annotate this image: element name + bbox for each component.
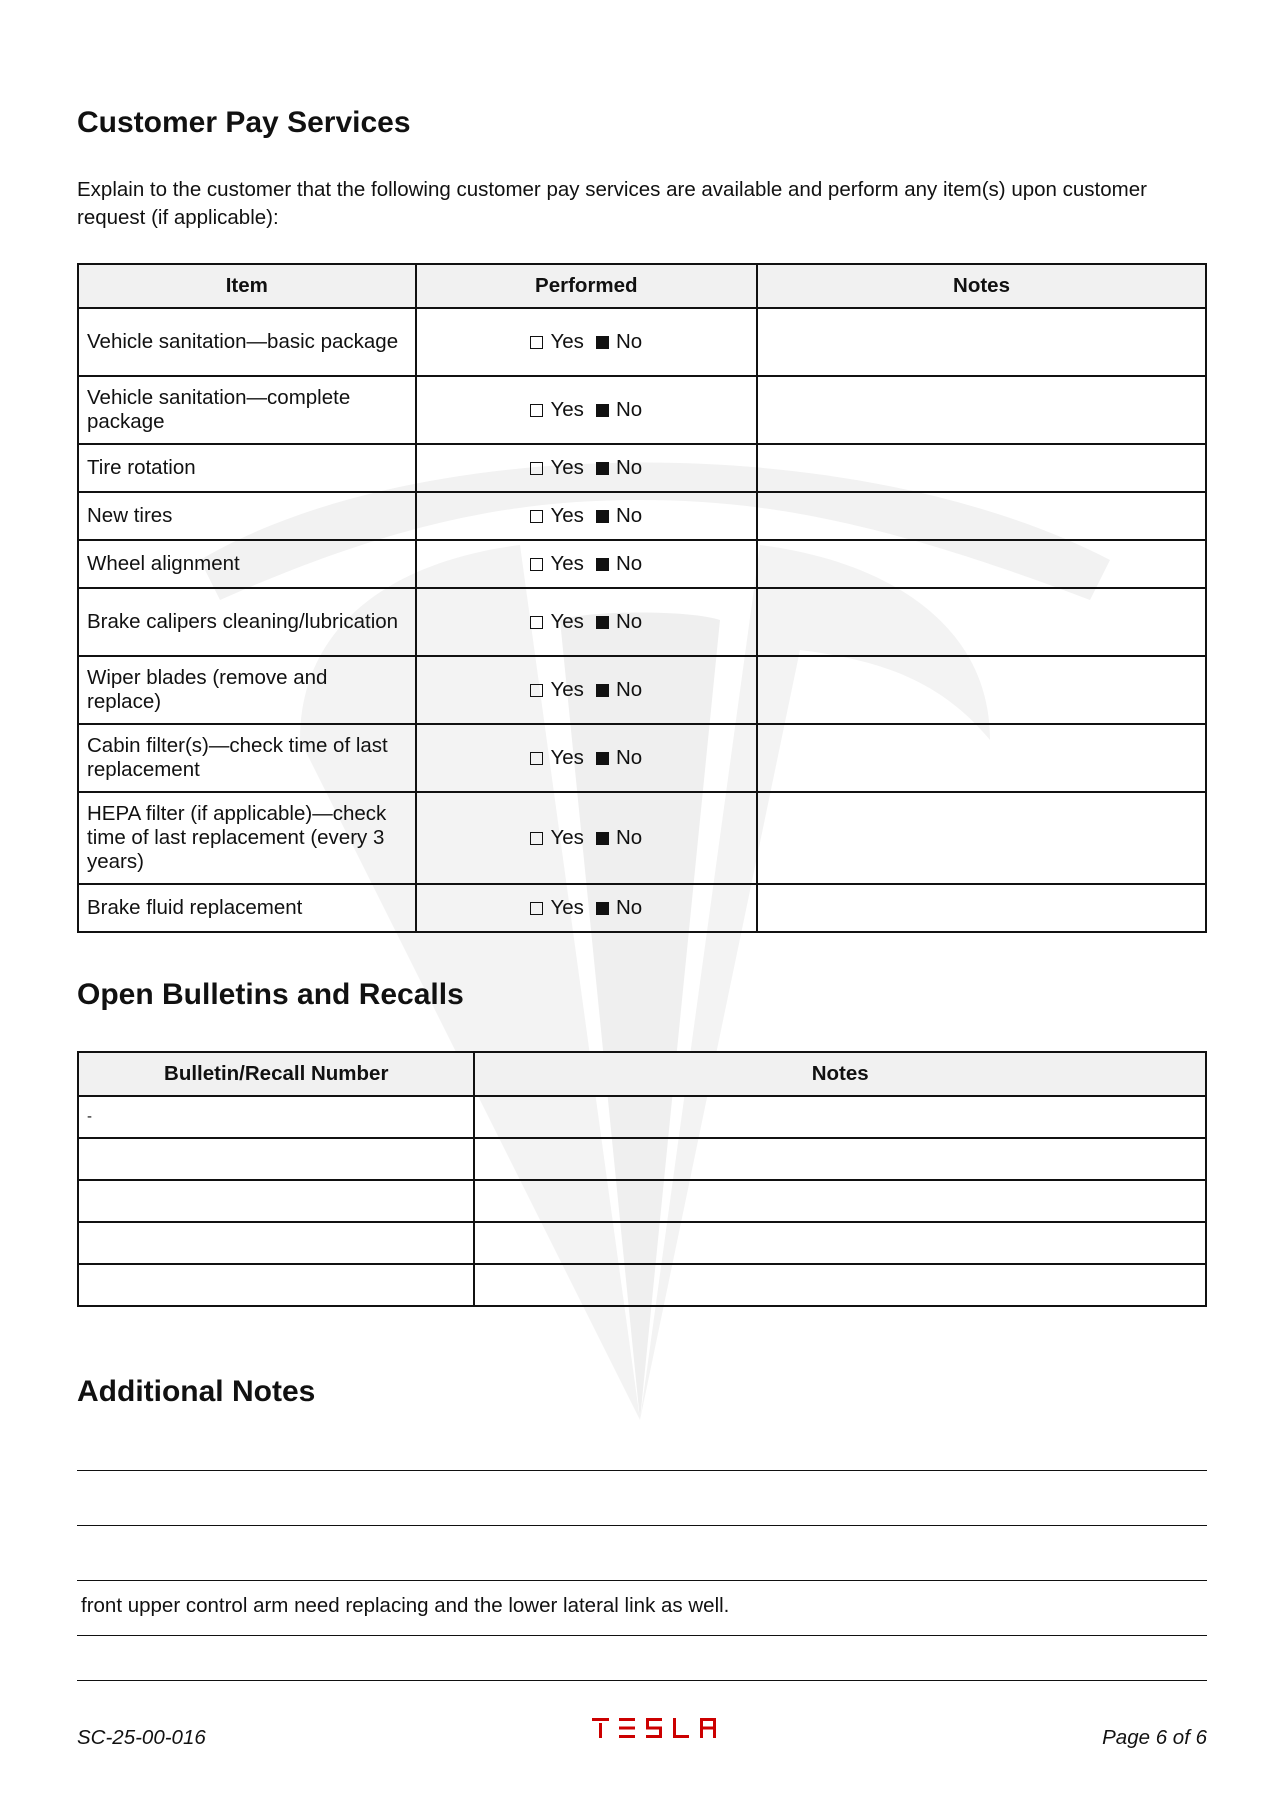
- yes-label: Yes: [550, 552, 584, 575]
- service-item-label: HEPA filter (if applicable)—check time of last replacement (every 3 years): [78, 792, 416, 884]
- no-label: No: [615, 826, 643, 849]
- yes-option[interactable]: [530, 610, 583, 633]
- yes-checkbox[interactable]: [530, 404, 543, 417]
- notes-line-text: front upper control arm need replacing and the lower lateral link as well.: [81, 1594, 730, 1617]
- document-code: SC-25-00-016: [77, 1726, 206, 1749]
- bulletin-row: [78, 1138, 1206, 1180]
- performed-cell: [416, 588, 757, 656]
- performed-cell: [416, 492, 757, 540]
- yes-checkbox[interactable]: [530, 902, 543, 915]
- bulletin-notes-cell[interactable]: [474, 1096, 1206, 1138]
- no-option[interactable]: [596, 398, 642, 421]
- no-checkbox[interactable]: [596, 510, 609, 523]
- no-checkbox[interactable]: [596, 684, 609, 697]
- customer-pay-table: [77, 263, 1207, 933]
- no-checkbox[interactable]: [596, 558, 609, 571]
- yes-label: Yes: [550, 456, 584, 479]
- service-notes-cell[interactable]: [757, 656, 1206, 724]
- service-notes-cell[interactable]: [757, 792, 1206, 884]
- notes-line[interactable]: [77, 1525, 1207, 1526]
- yes-checkbox[interactable]: [530, 510, 543, 523]
- no-label: No: [615, 330, 643, 353]
- bulletin-row: [78, 1264, 1206, 1306]
- no-label: No: [615, 610, 643, 633]
- yes-label: Yes: [550, 610, 584, 633]
- no-checkbox[interactable]: [596, 462, 609, 475]
- no-checkbox[interactable]: [596, 404, 609, 417]
- service-notes-cell[interactable]: [757, 724, 1206, 792]
- service-row: [78, 588, 1206, 656]
- bulletin-row: [78, 1222, 1206, 1264]
- no-checkbox[interactable]: [596, 752, 609, 765]
- notes-line[interactable]: [77, 1470, 1207, 1471]
- service-item-label: Wiper blades (remove and replace): [78, 656, 416, 724]
- no-checkbox[interactable]: [596, 336, 609, 349]
- bulletins-heading: Open Bulletins and Recalls: [77, 978, 464, 1011]
- bulletin-notes-cell[interactable]: [474, 1222, 1206, 1264]
- yes-label: Yes: [550, 398, 584, 421]
- customer-pay-intro: Explain to the customer that the following customer pay services are available and perform any item(s) upon customer request (if applicable):: [77, 178, 1147, 229]
- notes-line[interactable]: [77, 1580, 1207, 1581]
- performed-cell: [416, 656, 757, 724]
- no-option[interactable]: [596, 746, 642, 769]
- yes-checkbox[interactable]: [530, 752, 543, 765]
- col-notes-header: Notes: [757, 264, 1206, 308]
- yes-option[interactable]: [530, 330, 583, 353]
- yes-checkbox[interactable]: [530, 462, 543, 475]
- col-bulletin-notes-header: Notes: [474, 1052, 1206, 1096]
- yes-label: Yes: [550, 504, 584, 527]
- tesla-logo: [592, 1718, 717, 1738]
- yes-checkbox[interactable]: [530, 616, 543, 629]
- yes-checkbox[interactable]: [530, 558, 543, 571]
- document-page: [77, 0, 1207, 1800]
- service-item-label: Brake calipers cleaning/lubrication: [78, 588, 416, 656]
- service-row: [78, 724, 1206, 792]
- bulletin-notes-cell[interactable]: [474, 1138, 1206, 1180]
- service-notes-cell[interactable]: [757, 884, 1206, 932]
- footer-divider: [77, 1680, 1207, 1681]
- no-label: No: [615, 746, 643, 769]
- service-item-label: Tire rotation: [78, 444, 416, 492]
- service-row: [78, 492, 1206, 540]
- performed-cell: [416, 884, 757, 932]
- performed-cell: [416, 376, 757, 444]
- service-item-label: Brake fluid replacement: [78, 884, 416, 932]
- customer-pay-heading: Customer Pay Services: [77, 106, 411, 139]
- performed-cell: [416, 792, 757, 884]
- yes-option[interactable]: [530, 552, 583, 575]
- no-label: No: [615, 504, 643, 527]
- bulletin-notes-cell[interactable]: [474, 1264, 1206, 1306]
- performed-cell: [416, 308, 757, 376]
- bulletin-number-cell[interactable]: [78, 1264, 474, 1306]
- no-option[interactable]: [596, 504, 642, 527]
- notes-line[interactable]: [77, 1635, 1207, 1636]
- service-notes-cell[interactable]: [757, 492, 1206, 540]
- service-notes-cell[interactable]: [757, 308, 1206, 376]
- service-row: [78, 792, 1206, 884]
- yes-option[interactable]: [530, 746, 583, 769]
- no-label: No: [615, 896, 643, 919]
- yes-option[interactable]: [530, 504, 583, 527]
- service-row: [78, 540, 1206, 588]
- service-item-label: New tires: [78, 492, 416, 540]
- service-item-label: Cabin filter(s)—check time of last replacement: [78, 724, 416, 792]
- bulletin-row: [78, 1096, 1206, 1138]
- service-notes-cell[interactable]: [757, 444, 1206, 492]
- service-row: [78, 308, 1206, 376]
- service-row: [78, 376, 1206, 444]
- yes-option[interactable]: [530, 456, 583, 479]
- service-item-label: Vehicle sanitation—basic package: [78, 308, 416, 376]
- no-option[interactable]: [596, 826, 642, 849]
- additional-notes-heading: Additional Notes: [77, 1375, 316, 1408]
- service-item-label: Vehicle sanitation—complete package: [78, 376, 416, 444]
- bulletin-notes-cell[interactable]: [474, 1180, 1206, 1222]
- yes-option[interactable]: [530, 896, 583, 919]
- bulletin-row: [78, 1180, 1206, 1222]
- col-performed-header: Performed: [416, 264, 757, 308]
- yes-checkbox[interactable]: [530, 832, 543, 845]
- bulletin-number-cell[interactable]: [78, 1138, 474, 1180]
- yes-checkbox[interactable]: [530, 336, 543, 349]
- service-row: [78, 656, 1206, 724]
- page-number: Page 6 of 6: [1102, 1726, 1207, 1749]
- no-label: No: [615, 678, 643, 701]
- bulletins-table: [77, 1051, 1207, 1307]
- yes-label: Yes: [550, 746, 584, 769]
- service-item-label: Wheel alignment: [78, 540, 416, 588]
- no-option[interactable]: [596, 610, 642, 633]
- yes-checkbox[interactable]: [530, 684, 543, 697]
- no-option[interactable]: [596, 552, 642, 575]
- no-option[interactable]: [596, 678, 642, 701]
- no-label: No: [615, 398, 643, 421]
- performed-cell: [416, 444, 757, 492]
- yes-label: Yes: [550, 678, 584, 701]
- yes-option[interactable]: [530, 678, 583, 701]
- performed-cell: [416, 724, 757, 792]
- service-notes-cell[interactable]: [757, 588, 1206, 656]
- service-notes-cell[interactable]: [757, 376, 1206, 444]
- col-item-header: Item: [78, 264, 416, 308]
- col-bulletin-number-header: Bulletin/Recall Number: [78, 1052, 474, 1096]
- no-option[interactable]: [596, 896, 642, 919]
- no-option[interactable]: [596, 456, 642, 479]
- yes-label: Yes: [550, 896, 584, 919]
- no-checkbox[interactable]: [596, 902, 609, 915]
- yes-label: Yes: [550, 330, 584, 353]
- performed-cell: [416, 540, 757, 588]
- no-checkbox[interactable]: [596, 616, 609, 629]
- bulletin-number-cell[interactable]: [78, 1222, 474, 1264]
- bulletin-number-cell[interactable]: -: [78, 1096, 474, 1138]
- yes-option[interactable]: [530, 398, 583, 421]
- service-row: [78, 884, 1206, 932]
- no-label: No: [615, 456, 643, 479]
- service-notes-cell[interactable]: [757, 540, 1206, 588]
- yes-option[interactable]: [530, 826, 583, 849]
- no-label: No: [615, 552, 643, 575]
- no-checkbox[interactable]: [596, 832, 609, 845]
- bulletin-number-cell[interactable]: [78, 1180, 474, 1222]
- yes-label: Yes: [550, 826, 584, 849]
- service-row: [78, 444, 1206, 492]
- no-option[interactable]: [596, 330, 642, 353]
